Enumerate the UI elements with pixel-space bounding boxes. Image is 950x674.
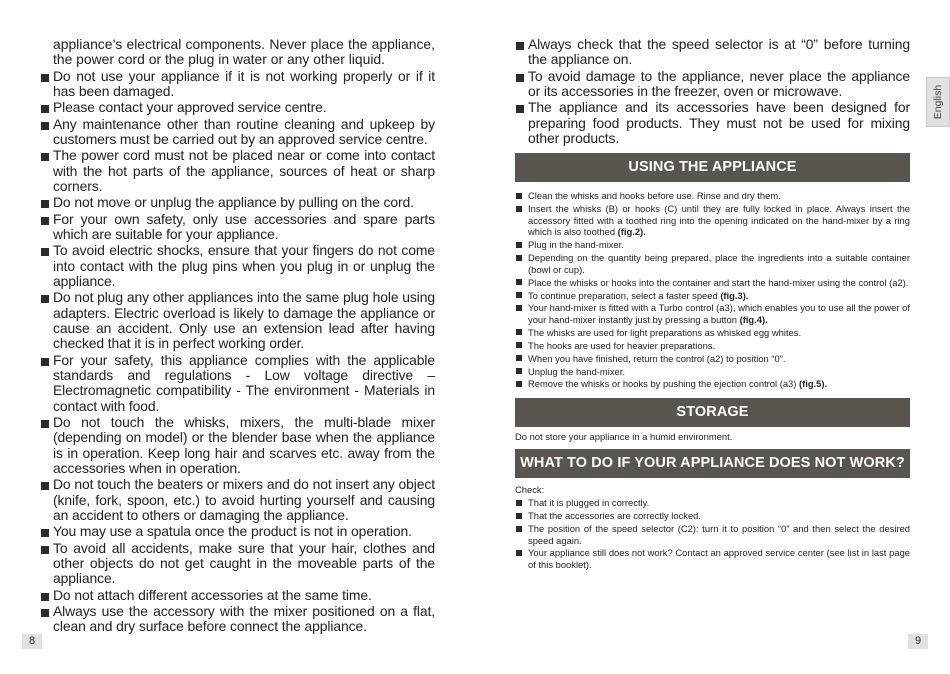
storage-text: Do not store your appliance in a humid environment. (515, 431, 733, 443)
list-item: Unplug the hand-mixer. (515, 366, 910, 378)
list-item: The power cord must not be placed near or come into contact with the hot parts of the appliance, sources of heat or sharp corners. (40, 148, 435, 194)
left-page (40, 37, 435, 636)
list-item: To continue preparation, select a faster speed (fig.3). (515, 290, 910, 302)
list-item: Do not use your appliance if it is not working properly or if it has been damaged. (40, 69, 435, 100)
list-item: Insert the whisks (B) or hooks (C) until they are fully locked in place. Always insert the accessory fitted with a toothed ring into the opening indicated on the hand-mixer by a ring which is also toothed (fig.2). (515, 203, 910, 238)
list-item: Always use the accessory with the mixer positioned on a flat, clean and dry surface before connect the appliance. (40, 604, 435, 635)
section-heading-storage: STORAGE (515, 398, 910, 427)
list-item: Plug in the hand-mixer. (515, 239, 910, 251)
language-tab (926, 77, 950, 127)
list-item: Do not move or unplug the appliance by pulling on the cord. (40, 195, 435, 210)
section-heading-troubleshooting: WHAT TO DO IF YOUR APPLIANCE DOES NOT WORK? (515, 449, 910, 478)
language-tab-label: English (932, 84, 944, 120)
list-item: Clean the whisks and hooks before use. Rinse and dry them. (515, 190, 910, 202)
check-label: Check: (515, 483, 545, 495)
list-item: The hooks are used for heavier preparations. (515, 340, 910, 352)
list-item: You may use a spatula once the product is not in operation. (40, 524, 435, 539)
list-item: That the accessories are correctly locked. (515, 510, 910, 522)
section-heading-using: USING THE APPLIANCE (515, 153, 910, 182)
list-item: That it is plugged in correctly. (515, 497, 910, 509)
list-item: Your appliance still does not work? Contact an approved service center (see list in last page of this booklet). (515, 547, 910, 570)
list-item: Place the whisks or hooks into the container and start the hand-mixer using the control (a2). (515, 277, 910, 289)
list-item: To avoid electric shocks, ensure that your fingers do not come into contact with the plug pins when you plug in or unplug the appliance. (40, 243, 435, 289)
continued-paragraph: appliance’s electrical components. Never place the appliance, the power cord or the plug in water or any other liquid. (53, 36, 435, 68)
list-item: For your safety, this appliance complies with the applicable standards and regulations - Low voltage directive – Electromagnetic compatibility - The environment - Materials in contact with food. (40, 353, 435, 414)
list-item: Depending on the quantity being prepared, place the ingredients into a suitable container (bowl or cup). (515, 252, 910, 275)
list-item: Please contact your approved service centre. (40, 100, 435, 115)
list-item: Do not attach different accessories at the same time. (40, 588, 435, 603)
list-item: To avoid all accidents, make sure that your hair, clothes and other objects do not get caught in the moveable parts of the appliance. (40, 541, 435, 587)
using-list (515, 190, 910, 390)
list-item: The whisks are used for light preparations as whisked egg whites. (515, 327, 910, 339)
list-item: Do not plug any other appliances into the same plug hole using adapters. Electric overload is likely to damage the appliance or cause an accident. Only use an extension lead after having checked that it is in perfect working order. (40, 290, 435, 351)
page-number-left: 8 (22, 634, 42, 649)
list-item: When you have finished, return the control (a2) to position “0”. (515, 353, 910, 365)
top-safety-list (515, 37, 910, 146)
list-item: The position of the speed selector (C2): turn it to position “0” and then select the desired speed again. (515, 523, 910, 546)
list-item: The appliance and its accessories have been designed for preparing food products. They must not be used for mixing other products. (515, 100, 910, 146)
right-page (515, 37, 910, 572)
page-number-right: 9 (908, 634, 928, 649)
list-item: Any maintenance other than routine cleaning and upkeep by customers must be carried out by an approved service centre. (40, 117, 435, 148)
list-item: Remove the whisks or hooks by pushing the ejection control (a3) (fig.5). (515, 378, 910, 390)
list-item: Your hand-mixer is fitted with a Turbo control (a3), which enables you to use all the power of your hand-mixer instantly just by pressing a button (fig.4). (515, 302, 910, 325)
list-item: To avoid damage to the appliance, never place the appliance or its accessories in the freezer, oven or microwave. (515, 69, 910, 100)
list-item: Do not touch the beaters or mixers and do not insert any object (knife, fork, spoon, etc.) to avoid hurting yourself and causing an accident to others or damaging the appliance. (40, 477, 435, 523)
safety-list (40, 69, 435, 635)
troubleshooting-list (515, 497, 910, 570)
list-item: For your own safety, only use accessories and spare parts which are suitable for your appliance. (40, 212, 435, 243)
list-item: Always check that the speed selector is at “0” before turning the appliance on. (515, 37, 910, 68)
list-item: Do not touch the whisks, mixers, the multi-blade mixer (depending on model) or the blender base when the appliance is in operation. Keep long hair and scarves etc. away from the accessories when in operation. (40, 415, 435, 476)
